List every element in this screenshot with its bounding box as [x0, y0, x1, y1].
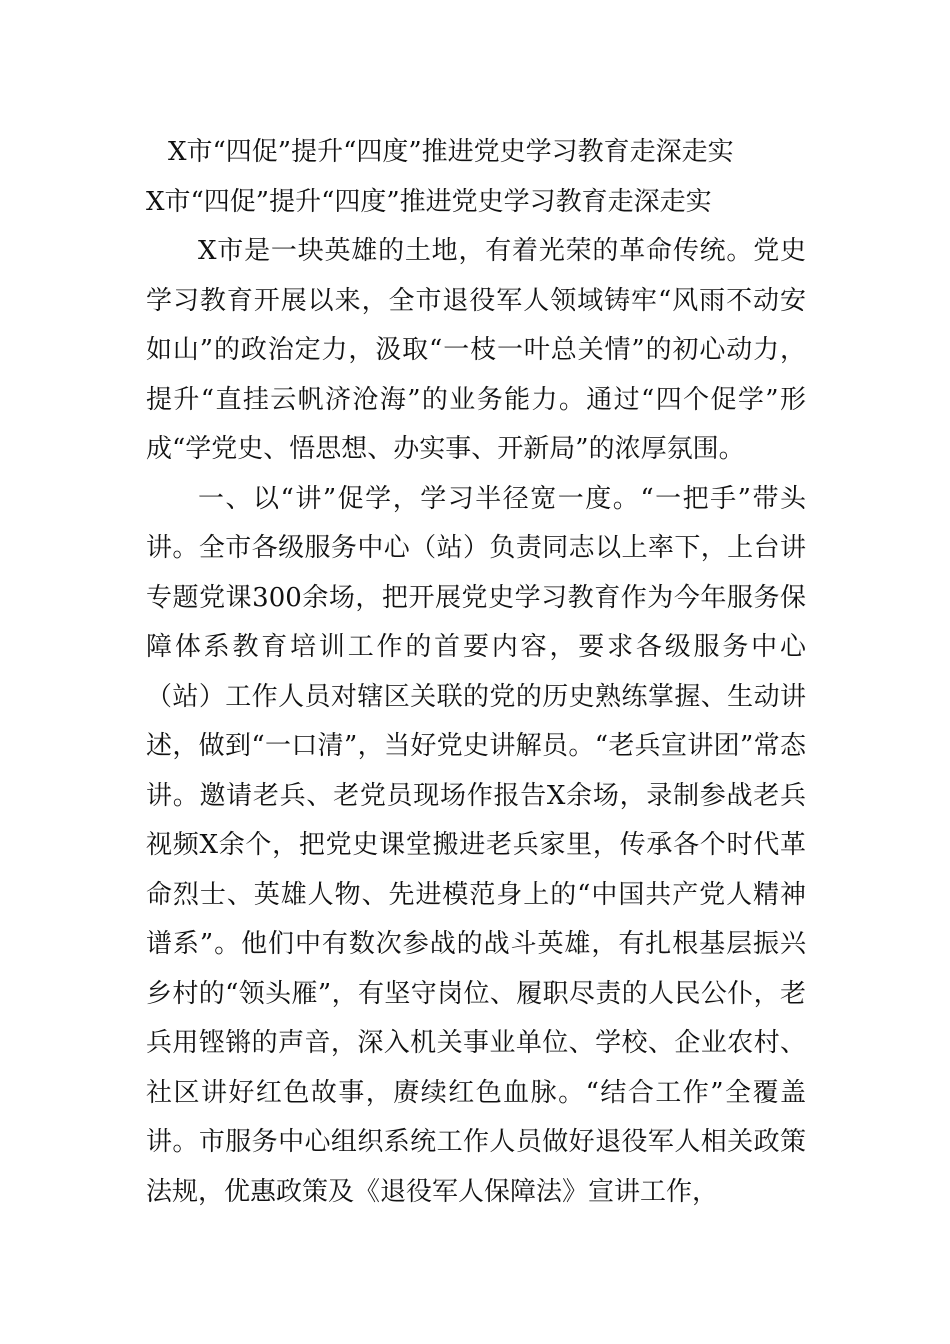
- section-one-paragraph: 一、以“讲”促学，学习半径宽一度。“一把手”带头讲。全市各级服务中心（站）负责同志以上率下，上台讲专题党课300余场，把开展党史学习教育作为今年服务保障体系教育培训工作的首要内容，要求各级服务中心（站）工作人员对辖区关联的党的历史熟练掌握、生动讲述，做到“一口清”，当好党史讲解员。“老兵宣讲团”常态讲。邀请老兵、老党员现场作报告X余场，录制参战老兵视频X余个，把党史课堂搬进老兵家里，传承各个时代革命烈士、英雄人物、先进模范身上的“中国共产党人精神谱系”。他们中有数次参战的战斗英雄，有扎根基层振兴乡村的“领头雁”，有坚守岗位、履职尽责的人民公仆，老兵用铿锵的声音，深入机关事业单位、学校、企业农村、社区讲好红色故事，赓续红色血脉。“结合工作”全覆盖讲。市服务中心组织系统工作人员做好退役军人相关政策法规，优惠政策及《退役军人保障法》宣讲工作，: [146, 483, 806, 1207]
- document-subtitle: X市“四促”提升“四度”推进党史学习教育走深走实: [146, 186, 712, 217]
- document-body: [146, 128, 806, 1217]
- intro-paragraph: X市是一块英雄的土地，有着光荣的革命传统。党史学习教育开展以来，全市退役军人领域铸牢“风雨不动安如山”的政治定力，汲取“一枝一叶总关情”的初心动力，提升“直挂云帆济沧海”的业务能力。通过“四个促学”形成“学党史、悟思想、办实事、开新局”的浓厚氛围。: [146, 236, 806, 464]
- document-title: X市“四促”提升“四度”推进党史学习教育走深走实: [168, 137, 734, 167]
